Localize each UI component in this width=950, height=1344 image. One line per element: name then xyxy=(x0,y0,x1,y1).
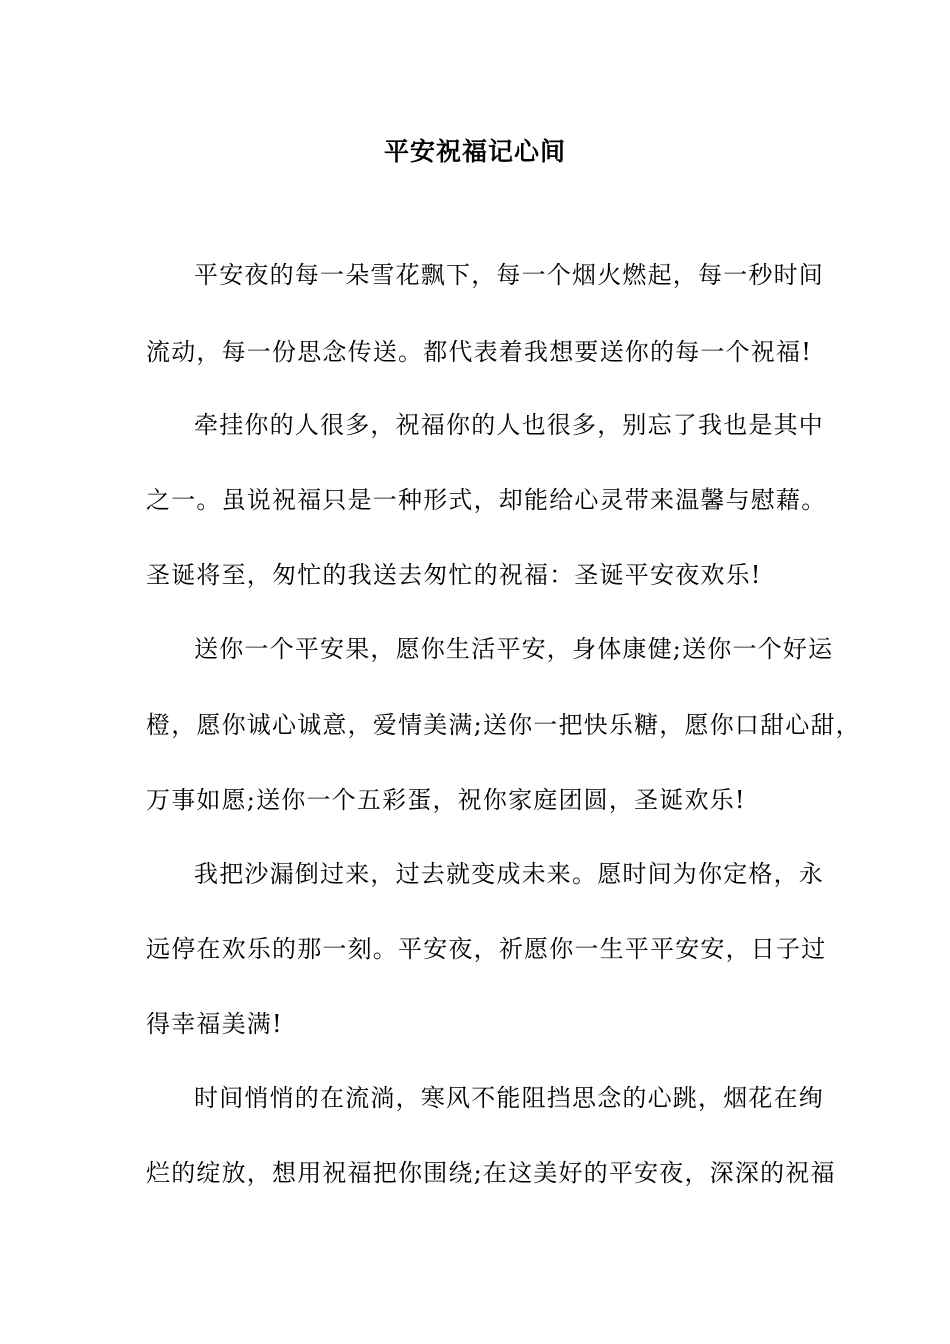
paragraph-5-line-2: 烂的绽放，想用祝福把你围绕;在这美好的平安夜，深深的祝福 xyxy=(146,1159,836,1187)
paragraph-5-line-1: 时间悄悄的在流淌，寒风不能阻挡思念的心跳，烟花在绚 xyxy=(194,1084,824,1112)
paragraph-2-line-2: 之一。虽说祝福只是一种形式，却能给心灵带来温馨与慰藉。 xyxy=(146,486,827,514)
paragraph-2-line-1: 牵挂你的人很多，祝福你的人也很多，别忘了我也是其中 xyxy=(194,411,824,439)
paragraph-3-line-2: 橙，愿你诚心诚意，爱情美满;送你一把快乐糖，愿你口甜心甜， xyxy=(146,711,861,739)
paragraph-4-line-3: 得幸福美满! xyxy=(146,1010,283,1038)
paragraph-3-line-3: 万事如愿;送你一个五彩蛋，祝你家庭团圆，圣诞欢乐! xyxy=(146,786,746,814)
paragraph-1-line-2: 流动，每一份思念传送。都代表着我想要送你的每一个祝福! xyxy=(146,338,813,366)
document-title: 平安祝福记心间 xyxy=(383,137,566,166)
paragraph-4-line-1: 我把沙漏倒过来，过去就变成未来。愿时间为你定格，永 xyxy=(194,860,824,888)
paragraph-4-line-2: 远停在欢乐的那一刻。平安夜，祈愿你一生平平安安，日子过 xyxy=(146,935,827,963)
paragraph-1-line-1: 平安夜的每一朵雪花飘下，每一个烟火燃起，每一秒时间 xyxy=(194,261,824,289)
paragraph-3-line-1: 送你一个平安果，愿你生活平安，身体康健;送你一个好运 xyxy=(194,635,834,663)
paragraph-2-line-3: 圣诞将至，匆忙的我送去匆忙的祝福：圣诞平安夜欢乐! xyxy=(146,561,762,589)
